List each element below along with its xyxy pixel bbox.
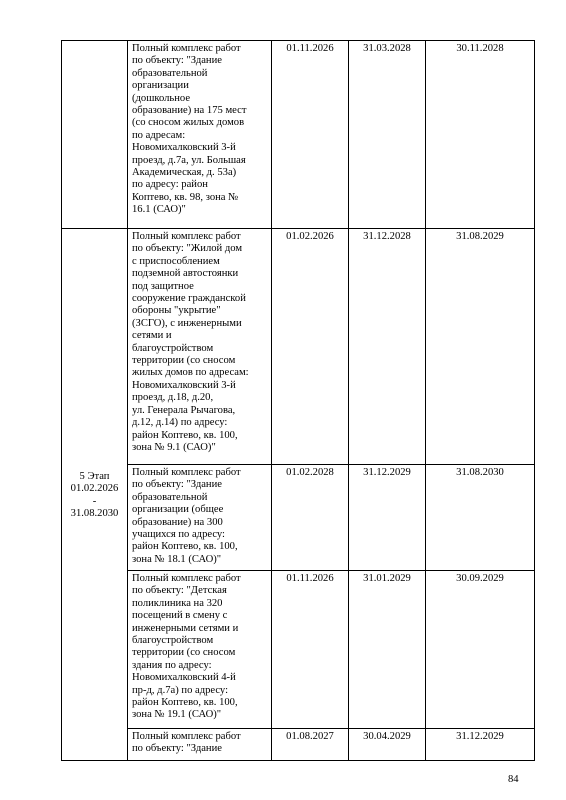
- stage-title: 5 Этап: [79, 470, 110, 482]
- commission-date: 31.08.2029: [426, 229, 535, 465]
- table-row: [62, 229, 535, 465]
- stage-cell-empty: [62, 41, 128, 229]
- table-row: [62, 465, 535, 571]
- object-description-cell: [128, 229, 272, 465]
- page-number: 84: [508, 774, 519, 785]
- end-date: 31.03.2028: [349, 41, 426, 229]
- start-date: 01.02.2026: [272, 229, 349, 465]
- stage-cell: [62, 229, 128, 761]
- end-date: 31.12.2028: [349, 229, 426, 465]
- start-date: 01.02.2028: [272, 465, 349, 571]
- end-date: 30.04.2029: [349, 729, 426, 761]
- start-date: 01.11.2026: [272, 571, 349, 729]
- object-description-cell: [128, 571, 272, 729]
- end-date: 31.01.2029: [349, 571, 426, 729]
- schedule-table: [61, 40, 535, 761]
- object-description-cell: [128, 729, 272, 761]
- commission-date: 30.09.2029: [426, 571, 535, 729]
- table-row: [62, 729, 535, 761]
- stage-start-date: 01.02.2026: [70, 483, 119, 495]
- stage-end-date: 31.08.2030: [70, 507, 119, 519]
- object-description: Полный комплекс работ по объекту: "Детская поликлиника на 320 посещений в смену с инженерными сетями и благоустройством территории (со сносом здания по адресу: Новомихалковский 4-й пр-д, д.7а) по адресу: район Коптево, кв. 100, зона № 19.1 (САО)": [132, 573, 241, 721]
- object-description: Полный комплекс работ по объекту: "Здание образовательной организации (общее образование) на 300 учащихся по адресу: район Коптево, кв. 100, зона № 18.1 (САО)": [132, 467, 241, 565]
- object-description-cell: [128, 41, 272, 229]
- object-description: Полный комплекс работ по объекту: "Здание образовательной организации (дошкольное образование) на 175 мест (со сносом жилых домов по адресам: Новомихалковский 3-й проезд, д.7а, ул. Большая Академическая, д. 53а) по адресу: район Коптево, кв. 98, зона № 16.1 (САО)": [132, 43, 247, 216]
- object-description: Полный комплекс работ по объекту: "Жилой дом с приспособлением подземной автостоянки под защитное сооружение гражданской обороны "укрытие" (ЗСГО), с инженерными сетями и благоустройством территории (со сносом жилых домов по адресам: Новомихалковский 3-й проезд, д.18, д.20, ул. Генерала Рычагова, д.12, д.14) по адресу: район Коптево, кв. 100, зона № 9.1 (САО)": [132, 231, 249, 453]
- commission-date: 30.11.2028: [426, 41, 535, 229]
- start-date: 01.11.2026: [272, 41, 349, 229]
- commission-date: 31.08.2030: [426, 465, 535, 571]
- start-date: 01.08.2027: [272, 729, 349, 761]
- object-description: Полный комплекс работ по объекту: "Здание: [132, 731, 241, 755]
- object-description-cell: [128, 465, 272, 571]
- table-row: [62, 41, 535, 229]
- commission-date: 31.12.2029: [426, 729, 535, 761]
- end-date: 31.12.2029: [349, 465, 426, 571]
- table-row: [62, 571, 535, 729]
- stage-dash: -: [92, 495, 97, 507]
